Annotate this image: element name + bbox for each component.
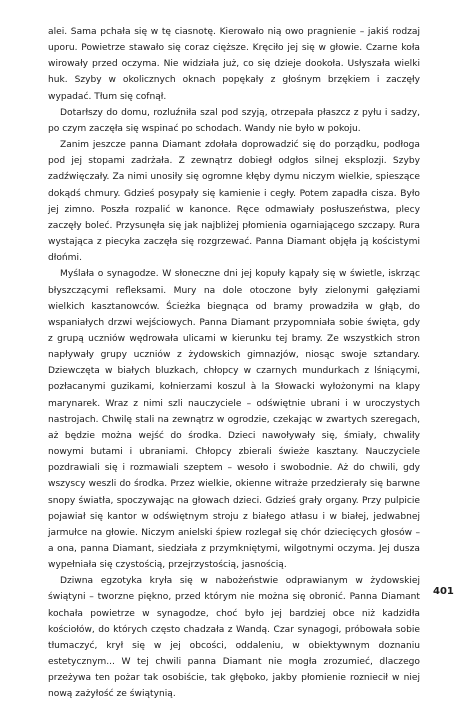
paragraph-2: Dotarłszy do domu, rozluźniła szal pod szyją, otrzepała płaszcz z pyłu i sadzy, po czym zaczęła się wspinać po schodach. Wandy nie było w pokoju. <box>48 107 420 134</box>
paragraph-4: Myślała o synagodze. W słoneczne dni jej kopuły kąpały się w świetle, iskrząc błyszczącymi refleksami. Mury na dole otoczone były zielonymi gałęziami wielkich kasztanowców. Ścieżka biegnąca od bramy prowadziła w głąb, do wspaniałych drzwi wejściowych. Panna Diamant przypomniała sobie święta, gdy z grupą uczniów wędrowała ulicami w kierunku tej bramy. Ze wszystkich stron napływały grupy uczniów z żydowskich gimnazjów, niosąc swoje sztandary. Dziewczęta w białych bluzkach, chłopcy w czarnych mundurkach z lśniącymi, pozłacanymi guzikami, kołnierzami koszul à la Słowacki wyłożonymi na klapy marynarek. Wraz z nimi szli nauczyciele – odświętnie ubrani i w uroczystych nastrojach. Chwilę stali na zewnątrz w ogrodzie, czekając w zwartych szeregach, aż będzie można wejść do środka. Dzieci nawoływały się, śmiały, chwaliły nowymi butami i ubraniami. Chłopcy zbierali świeże kasztany. Nauczyciele pozdrawiali się i rozmawiali szeptem – wesoło i swobodnie. Aż do chwili, gdy wszyscy weszli do środka. Przez wielkie, okienne witraże przedzierały się barwne snopy światła, spoczywając na głowach dzieci. Gdzieś grały organy. Przy pulpicie pojawiał się kantor w odświętnym stroju z białego atłasu i w białej, jedwabnej jarmułce na głowie. Niczym anielski śpiew rozlegał się chór dziecięcych głosów – a ona, panna Diamant, siedziała z przymkniętymi, wilgotnymi oczyma. Jej dusza wypełniała się czystością, przejrzystością, jasnością. <box>48 269 420 571</box>
paragraph-5: Dziwna egzotyka kryła się w nabożeństwie odprawianym w żydowskiej świątyni – tworzne piękno, przed którym nie można się obronić. Panna Diamant kochała powietrze w synagodze, choć było jej bardziej obce niż kadzidła kościołów, do których często chadzała z Wandą. Czar synagogi, próbowała sobie tłumaczyć, krył się w jej obcości, oddaleniu, w obiektywnym doznaniu estetycznym... W tej chwili panna Diamant nie mogła zrozumieć, dlaczego przeżywa ten pożar tak osobiście, tak głęboko, jakby płomienie rozniecił w niej nową zażyłość ze świątynią. <box>48 576 420 700</box>
page-number: 401 <box>433 586 454 597</box>
paragraph-1: alei. Sama pchała się w tę ciasnotę. Kierowało nią owo pragnienie – jakiś rodzaj uporu. Powietrze stawało się coraz cięższe. Kręciło jej się w głowie. Czarne koła wirowały przed oczyma. Nie widziała już, co się dzieje dookoła. Usłyszała wielki huk. Szyby w okolicznych oknach popękały z głośnym brzękiem i zaczęły wypadać. Tłum się cofnął. <box>48 27 420 102</box>
body-text <box>48 24 420 703</box>
paragraph-3: Zanim jeszcze panna Diamant zdołała doprowadzić się do porządku, podłoga pod jej stopami zadrżała. Z zewnątrz dobiegł odgłos silnej eksplozji. Szyby zadźwięczały. Za nimi unosiły się ogromne kłęby dymu niczym wielkie, spieszące dokądś chmury. Gdzieś posypały się kamienie i cegły. Potem zapadła cisza. Było jej zimno. Poszła rozpalić w kanonce. Ręce odmawiały posłuszeństwa, plecy zaczęły boleć. Przysunęła się jak najbliżej płomienia ogarniającego szczapy. Rura wystająca z piecyka zaczęła się rozgrzewać. Panna Diamant objęła ją kościstymi dłońmi. <box>48 140 420 264</box>
